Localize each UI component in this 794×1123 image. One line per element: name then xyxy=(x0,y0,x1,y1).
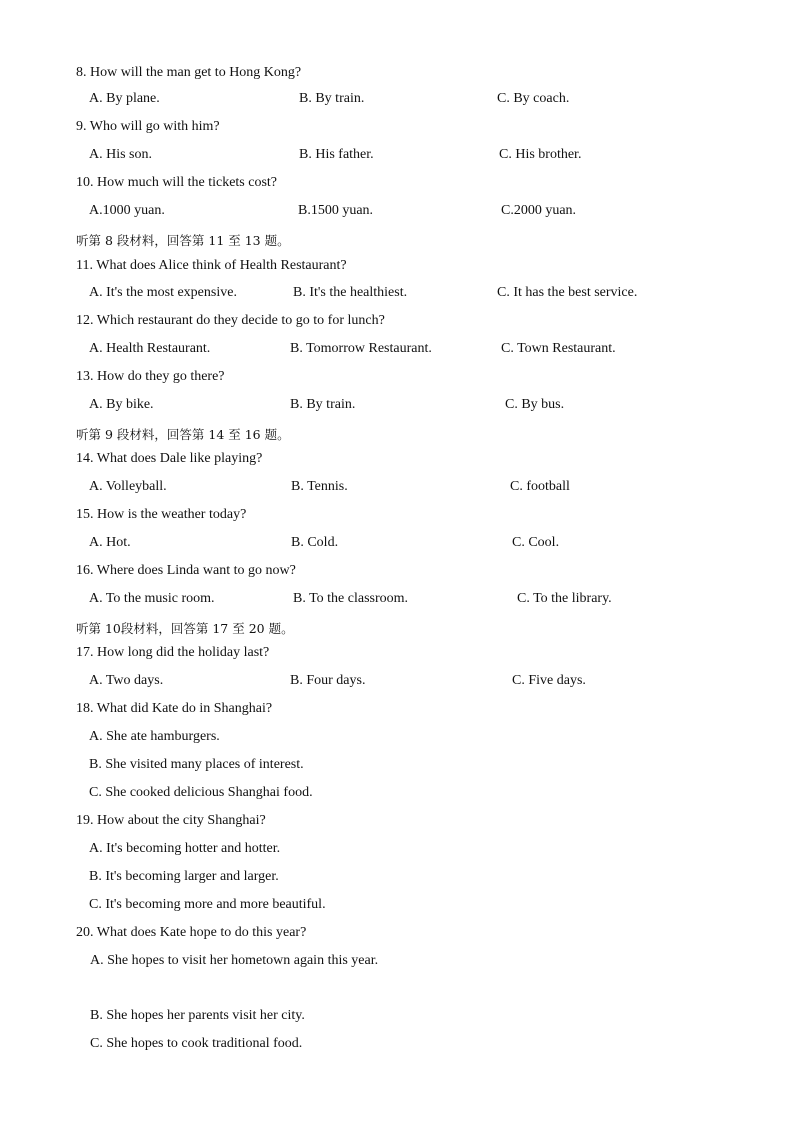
section-header-10: 听第 10段材料，回答第 17 至 20 题。 xyxy=(76,621,294,636)
q20-option-b: B. She hopes her parents visit her city. xyxy=(90,1008,305,1023)
q16-option-a: A. To the music room. xyxy=(89,591,215,606)
q16-option-b: B. To the classroom. xyxy=(293,591,409,606)
q11-option-a: A. It's the most expensive. xyxy=(89,285,237,300)
q19-option-b: B. It's becoming larger and larger. xyxy=(89,869,279,884)
q14-option-b: B. Tennis. xyxy=(291,479,348,494)
q14-option-a: A. Volleyball. xyxy=(89,479,167,494)
q19-option-a: A. It's becoming hotter and hotter. xyxy=(89,841,281,856)
question-8: 8. How will the man get to Hong Kong? xyxy=(76,65,302,80)
q13-option-b: B. By train. xyxy=(290,397,356,412)
q15-option-c: C. Cool. xyxy=(512,535,560,550)
q15-option-b: B. Cold. xyxy=(291,535,339,550)
q14-option-c: C. football xyxy=(510,479,570,494)
q8-option-b: B. By train. xyxy=(299,91,365,106)
question-11: 11. What does Alice think of Health Restaurant? xyxy=(76,258,347,273)
q8-option-a: A. By plane. xyxy=(89,91,160,106)
q9-option-b: B. His father. xyxy=(299,147,374,162)
question-9: 9. Who will go with him? xyxy=(76,119,220,134)
q8-option-c: C. By coach. xyxy=(497,91,570,106)
q18-option-c: C. She cooked delicious Shanghai food. xyxy=(89,785,313,800)
q17-option-a: A. Two days. xyxy=(89,673,164,688)
q18-option-b: B. She visited many places of interest. xyxy=(89,757,304,772)
question-12: 12. Which restaurant do they decide to go to for lunch? xyxy=(76,313,385,328)
q20-option-c: C. She hopes to cook traditional food. xyxy=(90,1036,303,1051)
question-15: 15. How is the weather today? xyxy=(76,507,247,522)
q12-option-c: C. Town Restaurant. xyxy=(501,341,616,356)
q17-option-c: C. Five days. xyxy=(512,673,586,688)
q20-option-a: A. She hopes to visit her hometown again this year. xyxy=(90,953,379,968)
q12-option-b: B. Tomorrow Restaurant. xyxy=(290,341,432,356)
q13-option-a: A. By bike. xyxy=(89,397,154,412)
q11-option-b: B. It's the healthiest. xyxy=(293,285,408,300)
q19-option-c: C. It's becoming more and more beautiful. xyxy=(89,897,326,912)
question-10: 10. How much will the tickets cost? xyxy=(76,175,278,190)
q13-option-c: C. By bus. xyxy=(505,397,565,412)
q10-option-c: C.2000 yuan. xyxy=(501,203,577,218)
q16-option-c: C. To the library. xyxy=(517,591,612,606)
question-14: 14. What does Dale like playing? xyxy=(76,451,263,466)
question-20: 20. What does Kate hope to do this year? xyxy=(76,925,307,940)
question-16: 16. Where does Linda want to go now? xyxy=(76,563,296,578)
question-19: 19. How about the city Shanghai? xyxy=(76,813,266,828)
q10-option-b: B.1500 yuan. xyxy=(298,203,374,218)
section-header-8: 听第 8 段材料，回答第 11 至 13 题。 xyxy=(76,233,290,248)
section-header-9: 听第 9 段材料，回答第 14 至 16 题。 xyxy=(76,427,290,442)
q15-option-a: A. Hot. xyxy=(89,535,131,550)
q10-option-a: A.1000 yuan. xyxy=(89,203,165,218)
q18-option-a: A. She ate hamburgers. xyxy=(89,729,220,744)
q17-option-b: B. Four days. xyxy=(290,673,366,688)
q12-option-a: A. Health Restaurant. xyxy=(89,341,211,356)
q11-option-c: C. It has the best service. xyxy=(497,285,638,300)
question-17: 17. How long did the holiday last? xyxy=(76,645,270,660)
question-13: 13. How do they go there? xyxy=(76,369,225,384)
q9-option-a: A. His son. xyxy=(89,147,153,162)
q9-option-c: C. His brother. xyxy=(499,147,582,162)
question-18: 18. What did Kate do in Shanghai? xyxy=(76,701,273,716)
